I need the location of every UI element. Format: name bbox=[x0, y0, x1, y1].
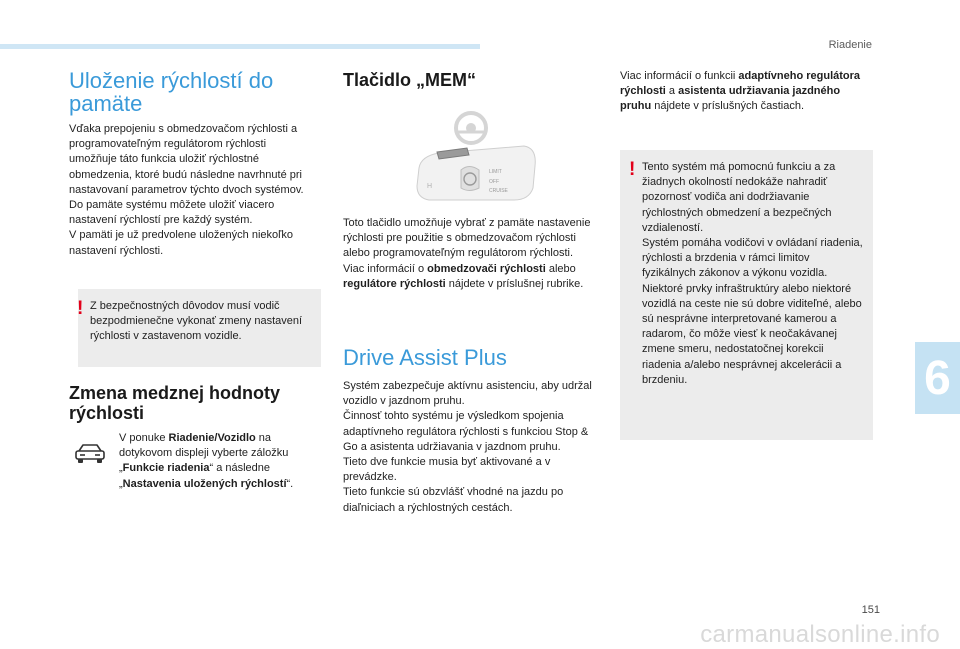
section-title-drive-assist: Drive Assist Plus bbox=[343, 345, 507, 370]
speed-memory-body bbox=[69, 122, 315, 259]
warning-exclamation-icon: ! bbox=[629, 159, 636, 180]
paragraph: Viac informácií o obmedzovači rýchlosti alebo regulátore rýchlosti nájdete v príslušnej rubrike. bbox=[343, 262, 584, 290]
label-mem: MEM bbox=[445, 152, 457, 158]
drive-assist-body bbox=[343, 379, 593, 516]
paragraph: Do pamäte systému môžete uložiť viacero nastavení rýchlostí pre každý systém. bbox=[69, 199, 275, 227]
paragraph: Tieto funkcie sú obzvlášť vhodné na jazdu po diaľniciach a rýchlostných cestách. bbox=[343, 486, 564, 514]
section-title-speed-memory: Uloženie rýchlostí do pamäte bbox=[69, 68, 274, 116]
label-off: OFF bbox=[489, 179, 499, 185]
section-label: Riadenie bbox=[828, 39, 872, 51]
paragraph: Toto tlačidlo umožňuje vybrať z pamäte nastavenie rýchlosti pre použitie s obmedzovačom rýchlosti alebo programovateľným regulátorom rýchlosti. bbox=[343, 217, 591, 260]
warning-text: Systém pomáha vodičovi v ovládaní riadenia, rýchlosti a brzdenia v rámci limitov fyzikálnych zákonov a výkonu vozidla. Niektoré prvky infraštruktúry alebo niektoré vozidlá na ceste nie sú dobre viditeľné, alebo sú nesprávne interpretované kamerou a radarom, čo môže viesť k neočakávanej zmene smeru, nedostatočnej korekcii riadenia a/alebo nesprávnej akcelerácii a brzdeniu. bbox=[642, 237, 863, 386]
mem-button-illustration bbox=[409, 108, 539, 208]
paragraph: Systém zabezpečuje aktívnu asistenciu, aby udržal vozidlo v jazdnom pruhu. bbox=[343, 380, 592, 408]
paragraph: Tieto dve funkcie musia byť aktivované a v prevádzke. bbox=[343, 456, 551, 484]
paragraph: Činnosť tohto systému je výsledkom spojenia adaptívneho regulátora rýchlosti s funkciou Stop & Go a asistenta udržiavania v jazdnom pruhu. bbox=[343, 410, 589, 453]
page-number: 151 bbox=[861, 604, 880, 616]
label-limit: LIMIT bbox=[489, 169, 502, 175]
mem-button-description bbox=[343, 216, 597, 292]
drive-assist-more-info: Viac informácií o funkcii adaptívneho regulátora rýchlosti a asistenta udržiavania jazdného pruhu nájdete v príslušných častiach. bbox=[620, 70, 861, 113]
warning-box-speed-settings bbox=[78, 289, 321, 367]
warning-text: Z bezpečnostných dôvodov musí vodič bezpodmienečne vykonať zmeny nastavení rýchlosti v zastavenom vozidle. bbox=[90, 300, 303, 343]
warning-exclamation-icon: ! bbox=[77, 298, 84, 319]
svg-text:H: H bbox=[427, 183, 433, 190]
steering-wheel-icon bbox=[456, 113, 486, 143]
warning-box-drive-assist bbox=[620, 150, 873, 440]
warning-text: Tento systém má pomocnú funkciu a za žiadnych okolností nedokáže nahradiť pozornosť vodiča ani dodržiavanie rýchlostných obmedzení a bezpečných vzdialeností. bbox=[642, 161, 836, 234]
stalk-illustration bbox=[409, 108, 539, 208]
paragraph: Vďaka prepojeniu s obmedzovačom rýchlosti a programovateľným regulátorom rýchlosti umožňuje táto funkcia uložiť rýchlostné obmedzenia, ktoré budú následne navrhnuté pri nastavovaní parametrov týchto dvoch systémov. bbox=[69, 123, 304, 196]
paragraph: V pamäti je už predvolene uložených niekoľko nastavení rýchlosti. bbox=[69, 229, 293, 257]
label-cruise: CRUISE bbox=[489, 188, 508, 194]
subtitle-change-limit: Zmena medznej hodnoty rýchlosti bbox=[69, 383, 281, 423]
car-front-icon bbox=[73, 442, 107, 464]
menu-instruction: V ponuke Riadenie/Vozidlo na dotykovom displeji vyberte záložku „Funkcie riadenia“ a následne „Nastavenia uložených rýchlostí“. bbox=[119, 432, 294, 490]
watermark: carmanualsonline.info bbox=[700, 621, 940, 648]
section-title-mem-button: Tlačidlo „MEM“ bbox=[343, 70, 477, 90]
header-rule bbox=[0, 44, 480, 49]
chapter-tab: 6 bbox=[915, 342, 960, 414]
